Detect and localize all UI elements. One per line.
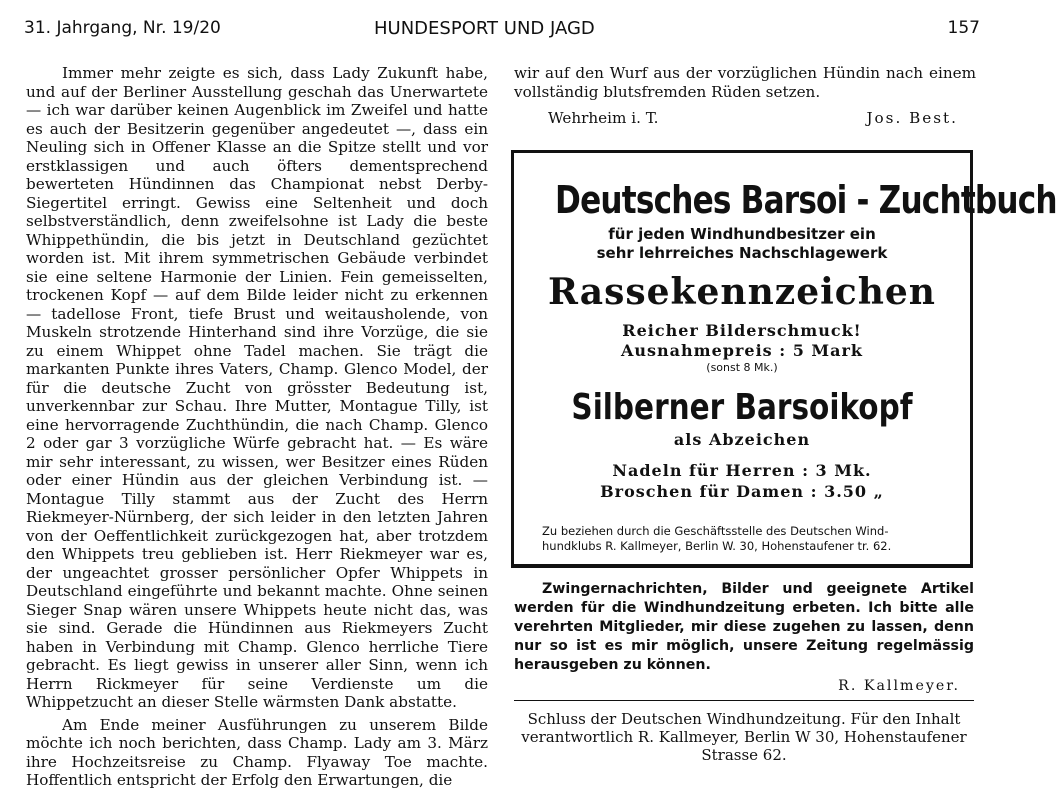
article-paragraph: Am Ende meiner Ausführungen zu unserem Bilde möchte ich noch berichten, dass Champ. Lady am 3. März ihre Hochzeitsreise zu Champ. Flyaway Toe machte. Hoffentlich entspricht der Erfolg den Erwartungen, die bbox=[26, 715, 488, 789]
left-column bbox=[26, 64, 488, 790]
signature-place: Wehrheim i. T. bbox=[548, 109, 659, 127]
ad-subtitle-line: sehr lehrreiches Nachschlagewerk bbox=[596, 244, 888, 262]
editor-notice bbox=[514, 580, 974, 696]
ad-footer-line: Zu beziehen durch die Geschäftsstelle des Deutschen Wind- bbox=[542, 524, 889, 538]
closing-note: Schluss der Deutschen Windhundzeitung. Für den Inhalt verantwortlich R. Kallmeyer, Berlin W 30, Hohenstaufener Strasse 62. bbox=[521, 710, 967, 764]
page-number: 157 bbox=[947, 18, 980, 38]
ad-needles-line: Nadeln für Herren : 3 Mk. bbox=[612, 461, 872, 480]
ad-subtitle bbox=[514, 225, 970, 263]
ad-title: Deutsches Barsoi - Zuchtbuch bbox=[555, 178, 1057, 222]
ad-subtitle-line: für jeden Windhundbesitzer ein bbox=[608, 225, 876, 243]
article-continuation: wir auf den Wurf aus der vorzüglichen Hündin nach einem vollständig blutsfremden Rüden setzen. bbox=[514, 64, 976, 101]
ad-footer bbox=[514, 524, 970, 554]
right-column bbox=[514, 64, 976, 133]
ad-brooches-line: Broschen für Damen : 3.50 „ bbox=[600, 482, 884, 501]
ad-title-breed-standards: Rassekennzeichen bbox=[548, 271, 936, 313]
page-header bbox=[24, 18, 980, 48]
notice-text: Zwingernachrichten, Bilder und geeignete Artikel werden für die Windhundzeitung erbeten. Ich bitte alle verehrten Mitglieder, mir diese zugehen zu lassen, denn nur so ist es mir möglich, unsere Zeitung regelmässig herausgeben zu können. bbox=[514, 581, 974, 673]
ad-badge-line: als Abzeichen bbox=[673, 430, 811, 449]
ad-title-badge: Silberner Barsoikopf bbox=[571, 387, 913, 428]
ad-illustrations-line: Reicher Bilderschmuck! bbox=[622, 321, 862, 340]
notice-signer: R. Kallmeyer. bbox=[838, 678, 960, 694]
divider bbox=[514, 700, 974, 701]
signature-author: Jos. Best. bbox=[866, 109, 958, 127]
journal-title: HUNDESPORT UND JAGD bbox=[374, 18, 595, 39]
article-paragraph: Immer mehr zeigte es sich, dass Lady Zukunft habe, und auf der Berliner Ausstellung geschah das Unerwartete — ich war darüber keinen Augenblick im Zweifel und hatte es auch der Besitzerin gegenüber angedeutet —, dass ein Neuling sich in Offener Klasse an die Spitze stellt und vor erstklassigen und auch öfters dementsprechend bewerteten Hündinnen das Championat nebst Derby-Siegertitel erringt. Gewiss eine Seltenheit und doch selbstverständlich, denn zweifelsohne ist Lady die beste Whippethündin, die bis jetzt in Deutschland gezüchtet worden ist. Mit ihrem symmetrischen Gebäude verbindet sie eine seltene Harmonie der Linien. Fein gemeisselten, trockenen Kopf — auf dem Bilde leider nicht zu erkennen — tadellose Front, tiefe Brust und weitausholende, von Muskeln strotzende Hinterhand sind ihre Vorzüge, die sie zu einem Whippet ohne Tadel machen. Sie trägt die markanten Punkte ihres Vaters, Champ. Glenco Model, der für die deutsche Zucht von grösster Bedeutung ist, unverkennbar zur Schau. Ihre Mutter, Montague Tilly, ist eine hervorragende Zuchthündin, die nach Champ. Glenco 2 oder gar 3 vorzügliche Würfe gebracht hat. — Es wäre mir sehr interessant, zu wissen, wer Besitzer eines Rüden oder einer Hündin aus der gleichen Verbindung ist. — Montague Tilly stammt aus der Zucht des Herrn Riekmeyer-Nürnberg, der sich leider in den letzten Jahren von der Oeffentlichkeit zurückgezogen hat, aber trotzdem den Whippets treu geblieben ist. Herr Riekmeyer war es, der ungeachtet grosser persönlicher Opfer Whippets in Deutschland eingeführte und bekannt machte. Ohne seinen Sieger Snap wären unsere Whippets heute nicht das, was sie sind. Gerade die Hündinnen aus Riekmeyers Zucht haben in Verbindung mit Champ. Glenco herrliche Tiere gebracht. Es liegt gewiss in unserer aller Sinn, wenn ich Herrn Rickmeyer für seine Verdienste um die Whippetzucht an dieser Stelle wärmsten Dank abstatte. bbox=[26, 64, 488, 711]
ad-price-note: (sonst 8 Mk.) bbox=[706, 361, 778, 374]
ad-footer-line: hundklubs R. Kallmeyer, Berlin W. 30, Hohenstaufener tr. 62. bbox=[542, 539, 892, 553]
advertisement-box bbox=[511, 150, 1057, 568]
ad-price-line: Ausnahmepreis : 5 Mark bbox=[620, 341, 864, 360]
article-signature bbox=[514, 109, 976, 133]
issue-label: 31. Jahrgang, Nr. 19/20 bbox=[24, 18, 221, 38]
